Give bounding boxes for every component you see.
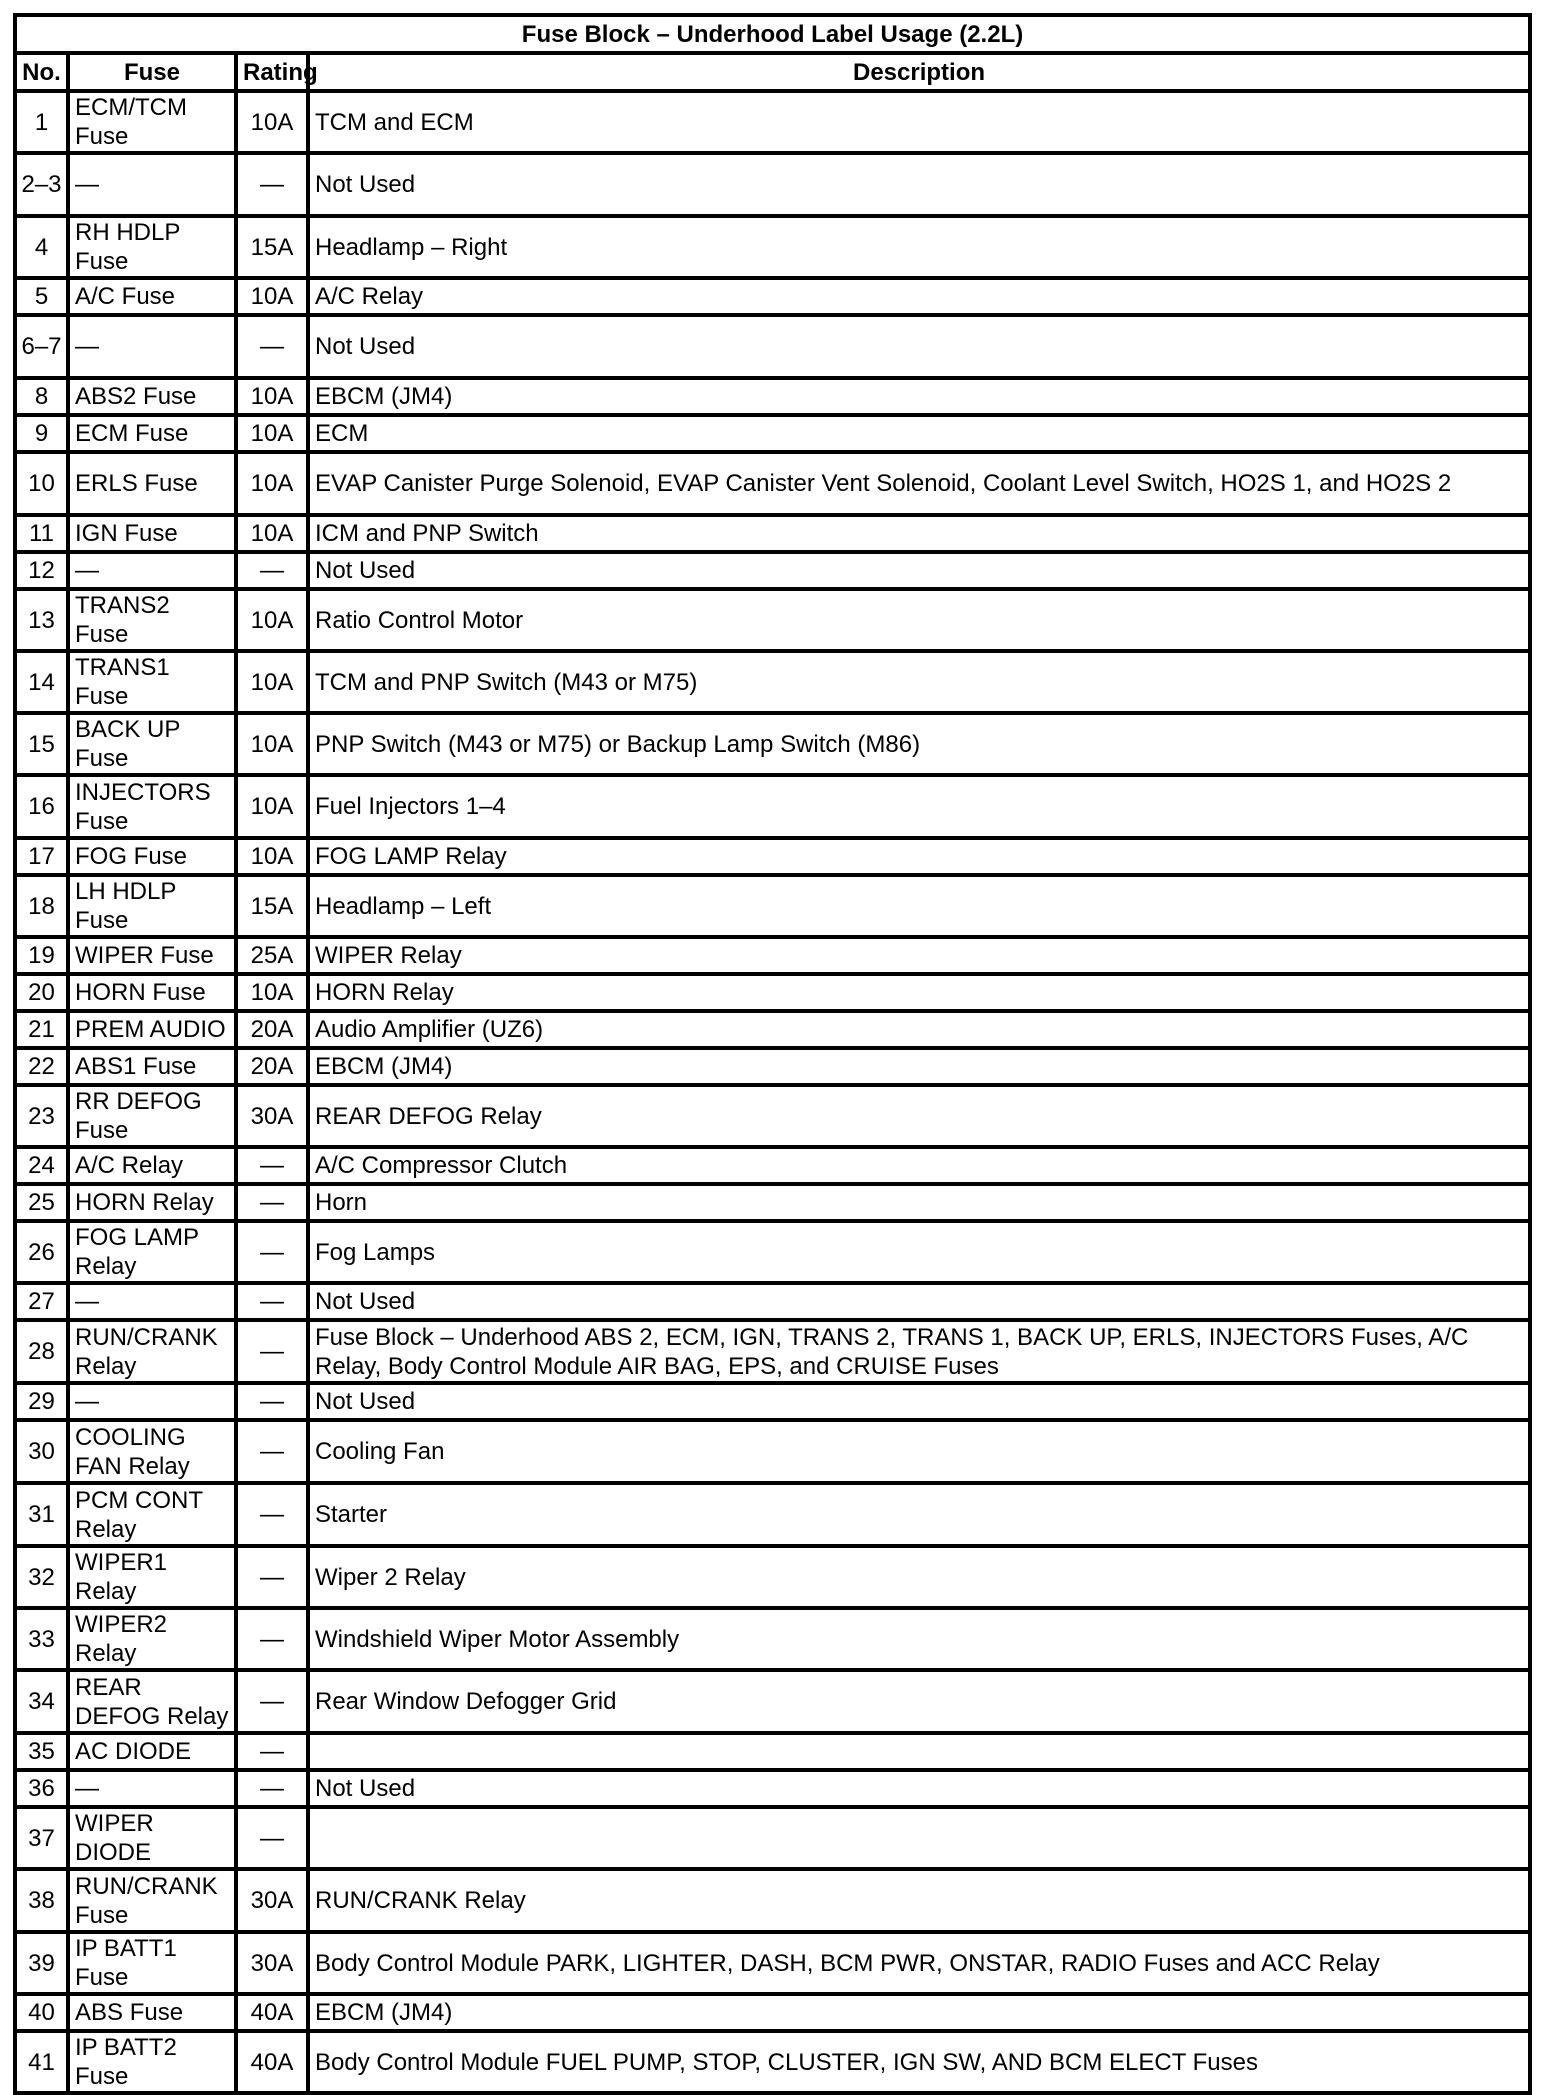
cell-no: 38 <box>15 1869 68 1932</box>
cell-description: A/C Compressor Clutch <box>308 1147 1530 1184</box>
cell-fuse: ECM/TCM Fuse <box>68 91 236 153</box>
cell-description: Wiper 2 Relay <box>308 1546 1530 1608</box>
table-row <box>15 1869 1530 1932</box>
cell-no: 27 <box>15 1283 68 1320</box>
cell-rating: 10A <box>236 838 308 875</box>
cell-no: 25 <box>15 1184 68 1221</box>
cell-description: EBCM (JM4) <box>308 1994 1530 2031</box>
cell-rating: 15A <box>236 216 308 278</box>
cell-rating: 10A <box>236 278 308 315</box>
cell-no: 21 <box>15 1011 68 1048</box>
table-row <box>15 552 1530 589</box>
table-row <box>15 1770 1530 1807</box>
cell-rating: — <box>236 1670 308 1733</box>
cell-description: TCM and ECM <box>308 91 1530 153</box>
table-row <box>15 515 1530 552</box>
cell-description: Windshield Wiper Motor Assembly <box>308 1608 1530 1670</box>
cell-no: 9 <box>15 415 68 452</box>
cell-rating: 30A <box>236 1085 308 1147</box>
cell-fuse: IGN Fuse <box>68 515 236 552</box>
cell-rating: — <box>236 1770 308 1807</box>
cell-description: Fuel Injectors 1–4 <box>308 775 1530 838</box>
table-row <box>15 216 1530 278</box>
cell-rating: — <box>236 1184 308 1221</box>
table-row <box>15 1670 1530 1733</box>
cell-no: 2–3 <box>15 153 68 216</box>
header-description: Description <box>308 53 1530 91</box>
header-fuse: Fuse <box>68 53 236 91</box>
cell-fuse: — <box>68 153 236 216</box>
table-row <box>15 153 1530 216</box>
cell-description: WIPER Relay <box>308 937 1530 974</box>
table-title-row <box>15 15 1530 53</box>
cell-rating: — <box>236 1546 308 1608</box>
cell-description: Not Used <box>308 552 1530 589</box>
cell-no: 24 <box>15 1147 68 1184</box>
table-title: Fuse Block – Underhood Label Usage (2.2L) <box>15 15 1530 53</box>
cell-description: Rear Window Defogger Grid <box>308 1670 1530 1733</box>
cell-fuse: COOLING FAN Relay <box>68 1420 236 1483</box>
cell-fuse: RUN/CRANK Fuse <box>68 1869 236 1932</box>
table-row <box>15 651 1530 713</box>
cell-rating: 10A <box>236 515 308 552</box>
table-row <box>15 1147 1530 1184</box>
cell-fuse: RUN/CRANK Relay <box>68 1320 236 1383</box>
cell-rating: 10A <box>236 974 308 1011</box>
cell-description: REAR DEFOG Relay <box>308 1085 1530 1147</box>
fuse-table <box>13 13 1532 2095</box>
cell-rating: 30A <box>236 1932 308 1994</box>
cell-description: Not Used <box>308 1283 1530 1320</box>
cell-rating: — <box>236 153 308 216</box>
cell-description <box>308 1733 1530 1770</box>
cell-fuse: ABS Fuse <box>68 1994 236 2031</box>
table-row <box>15 937 1530 974</box>
cell-no: 1 <box>15 91 68 153</box>
cell-rating: 25A <box>236 937 308 974</box>
cell-no: 16 <box>15 775 68 838</box>
table-row <box>15 1733 1530 1770</box>
cell-rating: 10A <box>236 452 308 515</box>
table-row <box>15 1420 1530 1483</box>
cell-description: RUN/CRANK Relay <box>308 1869 1530 1932</box>
cell-fuse: HORN Relay <box>68 1184 236 1221</box>
cell-description: Not Used <box>308 1383 1530 1420</box>
cell-no: 31 <box>15 1483 68 1546</box>
cell-rating: 10A <box>236 415 308 452</box>
cell-no: 6–7 <box>15 315 68 378</box>
table-row <box>15 1807 1530 1869</box>
cell-rating: 20A <box>236 1048 308 1085</box>
cell-rating: — <box>236 1383 308 1420</box>
cell-fuse: WIPER1 Relay <box>68 1546 236 1608</box>
table-row <box>15 278 1530 315</box>
cell-rating: 10A <box>236 91 308 153</box>
table-body <box>15 91 1530 2093</box>
cell-description: HORN Relay <box>308 974 1530 1011</box>
cell-rating: — <box>236 1283 308 1320</box>
cell-no: 40 <box>15 1994 68 2031</box>
cell-no: 37 <box>15 1807 68 1869</box>
cell-description: Audio Amplifier (UZ6) <box>308 1011 1530 1048</box>
cell-description: EBCM (JM4) <box>308 1048 1530 1085</box>
table-row <box>15 838 1530 875</box>
cell-fuse: WIPER DIODE <box>68 1807 236 1869</box>
cell-no: 18 <box>15 875 68 937</box>
cell-description: FOG LAMP Relay <box>308 838 1530 875</box>
cell-no: 12 <box>15 552 68 589</box>
cell-no: 41 <box>15 2031 68 2093</box>
cell-rating: — <box>236 1147 308 1184</box>
cell-description: Starter <box>308 1483 1530 1546</box>
cell-rating: — <box>236 1420 308 1483</box>
cell-rating: — <box>236 1807 308 1869</box>
cell-no: 19 <box>15 937 68 974</box>
table-row <box>15 452 1530 515</box>
table-row <box>15 875 1530 937</box>
cell-fuse: FOG LAMP Relay <box>68 1221 236 1283</box>
cell-no: 20 <box>15 974 68 1011</box>
cell-fuse: BACK UP Fuse <box>68 713 236 775</box>
cell-fuse: ECM Fuse <box>68 415 236 452</box>
cell-no: 10 <box>15 452 68 515</box>
cell-no: 5 <box>15 278 68 315</box>
table-row <box>15 1011 1530 1048</box>
cell-rating: — <box>236 552 308 589</box>
cell-fuse: HORN Fuse <box>68 974 236 1011</box>
table-header-row <box>15 53 1530 91</box>
cell-description: Cooling Fan <box>308 1420 1530 1483</box>
cell-no: 29 <box>15 1383 68 1420</box>
cell-no: 8 <box>15 378 68 415</box>
cell-fuse: RR DEFOG Fuse <box>68 1085 236 1147</box>
table-row <box>15 1283 1530 1320</box>
cell-rating: 15A <box>236 875 308 937</box>
cell-fuse: REAR DEFOG Relay <box>68 1670 236 1733</box>
cell-description: ECM <box>308 415 1530 452</box>
cell-description: PNP Switch (M43 or M75) or Backup Lamp Switch (M86) <box>308 713 1530 775</box>
cell-fuse: TRANS1 Fuse <box>68 651 236 713</box>
table-row <box>15 1320 1530 1383</box>
cell-fuse: WIPER2 Relay <box>68 1608 236 1670</box>
cell-rating: 20A <box>236 1011 308 1048</box>
cell-description: Fuse Block – Underhood ABS 2, ECM, IGN, TRANS 2, TRANS 1, BACK UP, ERLS, INJECTORS Fuses, A/C Relay, Body Control Module AIR BAG, EPS, and CRUISE Fuses <box>308 1320 1530 1383</box>
cell-fuse: — <box>68 1383 236 1420</box>
cell-description <box>308 1807 1530 1869</box>
cell-fuse: — <box>68 552 236 589</box>
table-row <box>15 1608 1530 1670</box>
cell-fuse: PREM AUDIO <box>68 1011 236 1048</box>
cell-rating: — <box>236 315 308 378</box>
cell-fuse: LH HDLP Fuse <box>68 875 236 937</box>
cell-no: 11 <box>15 515 68 552</box>
cell-rating: — <box>236 1608 308 1670</box>
cell-no: 30 <box>15 1420 68 1483</box>
cell-no: 26 <box>15 1221 68 1283</box>
table-row <box>15 1184 1530 1221</box>
cell-no: 35 <box>15 1733 68 1770</box>
cell-description: Not Used <box>308 315 1530 378</box>
cell-rating: — <box>236 1221 308 1283</box>
cell-fuse: IP BATT2 Fuse <box>68 2031 236 2093</box>
cell-no: 32 <box>15 1546 68 1608</box>
table-row <box>15 1546 1530 1608</box>
cell-no: 23 <box>15 1085 68 1147</box>
cell-no: 34 <box>15 1670 68 1733</box>
cell-fuse: A/C Relay <box>68 1147 236 1184</box>
cell-no: 22 <box>15 1048 68 1085</box>
cell-fuse: PCM CONT Relay <box>68 1483 236 1546</box>
cell-fuse: — <box>68 1283 236 1320</box>
cell-rating: 30A <box>236 1869 308 1932</box>
cell-description: Not Used <box>308 153 1530 216</box>
cell-description: Ratio Control Motor <box>308 589 1530 651</box>
cell-description: EVAP Canister Purge Solenoid, EVAP Canister Vent Solenoid, Coolant Level Switch, HO2S 1, and HO2S 2 <box>308 452 1530 515</box>
cell-fuse: AC DIODE <box>68 1733 236 1770</box>
table-row <box>15 775 1530 838</box>
cell-no: 39 <box>15 1932 68 1994</box>
cell-rating: 40A <box>236 1994 308 2031</box>
cell-fuse: INJECTORS Fuse <box>68 775 236 838</box>
cell-description: Not Used <box>308 1770 1530 1807</box>
header-no: No. <box>15 53 68 91</box>
cell-description: A/C Relay <box>308 278 1530 315</box>
cell-rating: 10A <box>236 651 308 713</box>
table-row <box>15 91 1530 153</box>
cell-rating: — <box>236 1733 308 1770</box>
table-row <box>15 1085 1530 1147</box>
cell-rating: — <box>236 1320 308 1383</box>
cell-no: 28 <box>15 1320 68 1383</box>
cell-description: Fog Lamps <box>308 1221 1530 1283</box>
cell-fuse: TRANS2 Fuse <box>68 589 236 651</box>
table-row <box>15 1383 1530 1420</box>
cell-no: 36 <box>15 1770 68 1807</box>
cell-fuse: ERLS Fuse <box>68 452 236 515</box>
table-row <box>15 1221 1530 1283</box>
table-row <box>15 315 1530 378</box>
table-row <box>15 1994 1530 2031</box>
cell-fuse: — <box>68 315 236 378</box>
cell-rating: 10A <box>236 713 308 775</box>
cell-description: Body Control Module FUEL PUMP, STOP, CLUSTER, IGN SW, AND BCM ELECT Fuses <box>308 2031 1530 2093</box>
cell-fuse: — <box>68 1770 236 1807</box>
cell-description: ICM and PNP Switch <box>308 515 1530 552</box>
table-row <box>15 1932 1530 1994</box>
cell-description: Body Control Module PARK, LIGHTER, DASH, BCM PWR, ONSTAR, RADIO Fuses and ACC Relay <box>308 1932 1530 1994</box>
cell-fuse: ABS1 Fuse <box>68 1048 236 1085</box>
table-row <box>15 974 1530 1011</box>
cell-description: TCM and PNP Switch (M43 or M75) <box>308 651 1530 713</box>
table-row <box>15 2031 1530 2093</box>
cell-no: 14 <box>15 651 68 713</box>
table-row <box>15 713 1530 775</box>
table-row <box>15 589 1530 651</box>
table-row <box>15 415 1530 452</box>
table-row <box>15 1048 1530 1085</box>
cell-fuse: WIPER Fuse <box>68 937 236 974</box>
cell-no: 4 <box>15 216 68 278</box>
table-row <box>15 378 1530 415</box>
cell-no: 15 <box>15 713 68 775</box>
cell-description: Headlamp – Right <box>308 216 1530 278</box>
cell-no: 17 <box>15 838 68 875</box>
table-row <box>15 1483 1530 1546</box>
cell-fuse: RH HDLP Fuse <box>68 216 236 278</box>
cell-fuse: ABS2 Fuse <box>68 378 236 415</box>
cell-no: 13 <box>15 589 68 651</box>
cell-rating: 40A <box>236 2031 308 2093</box>
cell-rating: 10A <box>236 775 308 838</box>
cell-description: Horn <box>308 1184 1530 1221</box>
cell-description: EBCM (JM4) <box>308 378 1530 415</box>
cell-rating: — <box>236 1483 308 1546</box>
cell-no: 33 <box>15 1608 68 1670</box>
cell-rating: 10A <box>236 589 308 651</box>
cell-fuse: A/C Fuse <box>68 278 236 315</box>
cell-rating: 10A <box>236 378 308 415</box>
cell-fuse: FOG Fuse <box>68 838 236 875</box>
cell-description: Headlamp – Left <box>308 875 1530 937</box>
header-rating: Rating <box>236 53 308 91</box>
cell-fuse: IP BATT1 Fuse <box>68 1932 236 1994</box>
